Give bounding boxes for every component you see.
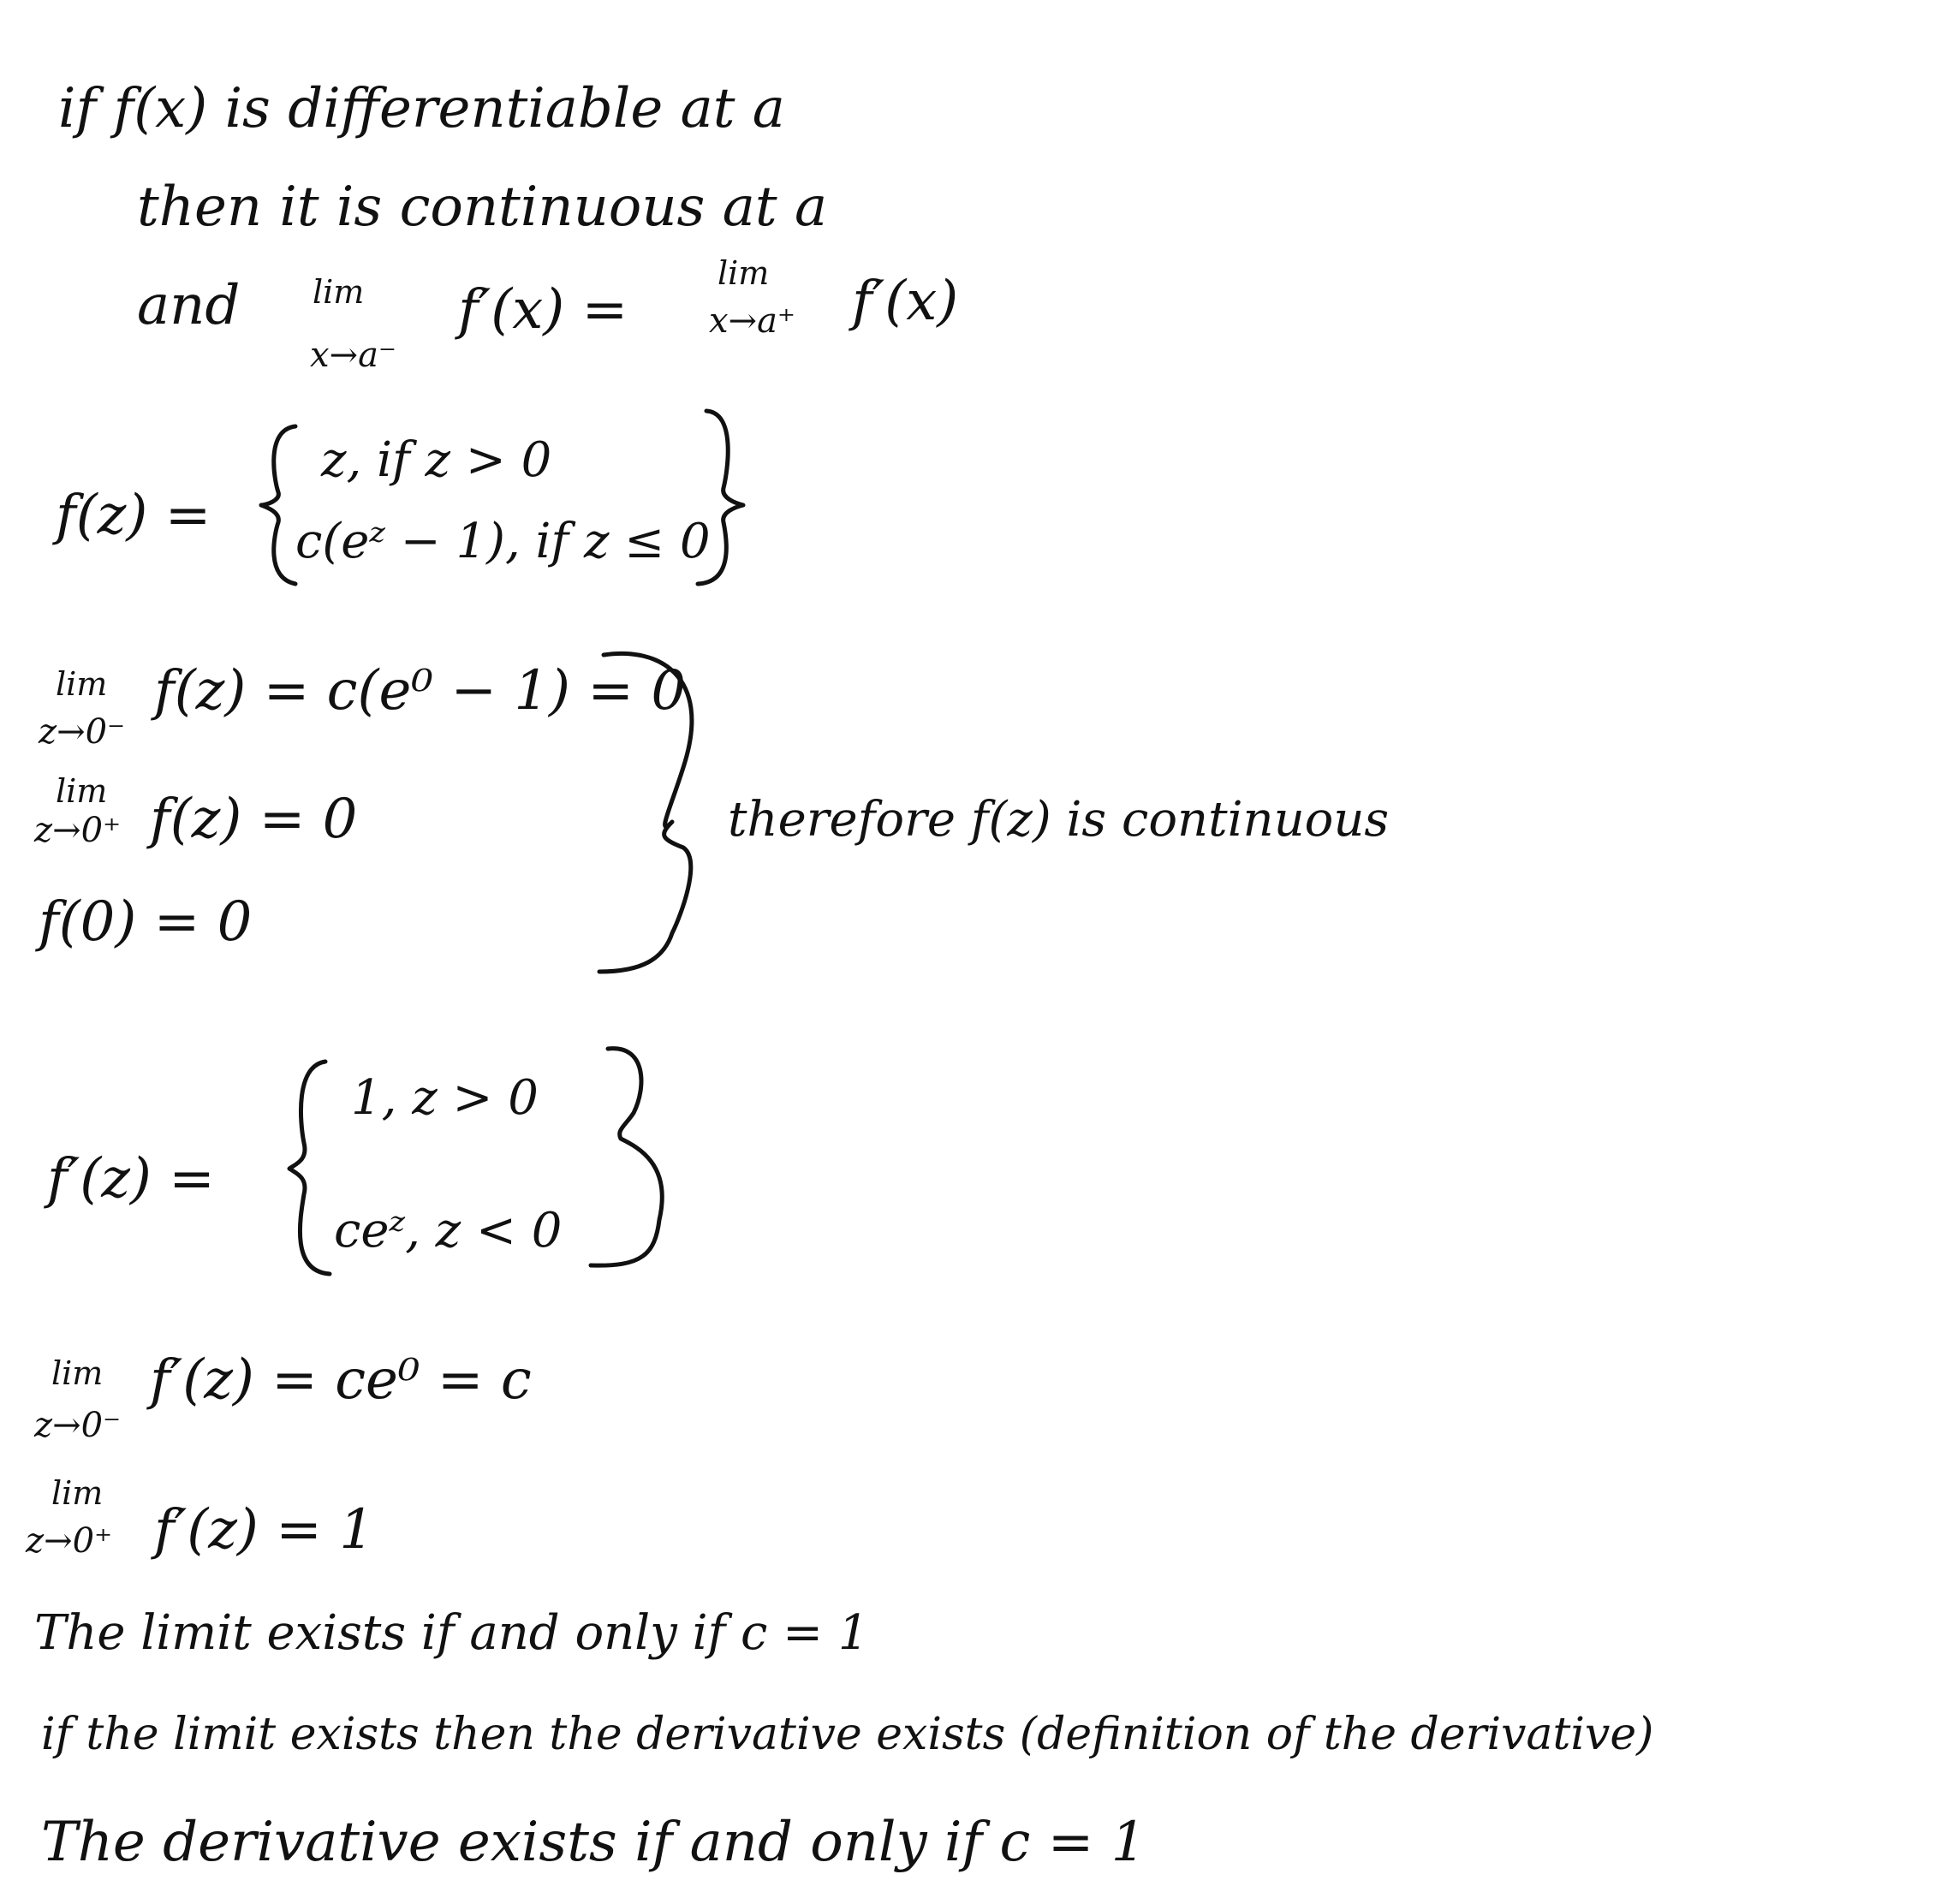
theorem-right-expr: f′(x) (852, 270, 959, 333)
continuity-f-at-0: f(0) = 0 (39, 890, 253, 954)
theorem-left-sub: x→a⁻ (310, 336, 397, 375)
derivative-right-lim: lim (51, 1474, 104, 1512)
piecewise-fprime-right-brace (591, 1036, 676, 1276)
derivative-right-sub: z→0⁺ (26, 1521, 113, 1561)
continuity-right-sub: z→0⁺ (34, 811, 122, 850)
theorem-line-2: then it is continuous at a (137, 176, 828, 239)
continuity-left-lim: lim (56, 665, 108, 703)
piecewise-fprime-case-2: ceᶻ, z < 0 (334, 1203, 563, 1258)
derivative-left-sub: z→0⁻ (34, 1406, 122, 1445)
continuity-right-lim: lim (56, 772, 108, 810)
piecewise-fprime-case-1: 1, z > 0 (351, 1070, 539, 1126)
piecewise-fprime-lhs: f′(z) = (47, 1147, 215, 1211)
theorem-right-sub: x→a⁺ (709, 301, 796, 341)
theorem-left-expr: f′(x) = (458, 278, 628, 342)
piecewise-f-right-brace (685, 402, 753, 591)
derivative-left-lim: lim (51, 1354, 104, 1392)
conclusion-line-3: The derivative exists if and only if c = 1 (41, 1811, 1146, 1874)
theorem-line-1: if f(x) is differentiable at a (58, 77, 785, 140)
conclusion-line-1: The limit exists if and only if c = 1 (34, 1605, 869, 1661)
piecewise-f-case-2: c(eᶻ − 1), if z ≤ 0 (295, 514, 711, 569)
continuity-left-sub: z→0⁻ (39, 712, 126, 752)
continuity-left-expr: f(z) = c(e⁰ − 1) = 0 (154, 659, 687, 723)
derivative-right-expr: f′(z) = 1 (154, 1498, 374, 1562)
derivative-left-expr: f′(z) = ce⁰ = c (150, 1348, 532, 1412)
continuity-right-expr: f(z) = 0 (150, 788, 358, 851)
piecewise-f-case-1: z, if z > 0 (321, 432, 552, 488)
theorem-left-lim: lim (313, 273, 365, 311)
piecewise-f-lhs: f(z) = (56, 484, 211, 547)
theorem-line-3-prefix: and (137, 274, 241, 337)
conclusion-line-2: if the limit exists then the derivative exists (definition of the derivative) (41, 1709, 1654, 1760)
continuity-right-brace (591, 642, 719, 985)
theorem-right-lim: lim (718, 254, 770, 292)
continuity-conclusion: therefore f(z) is continuous (728, 792, 1390, 848)
